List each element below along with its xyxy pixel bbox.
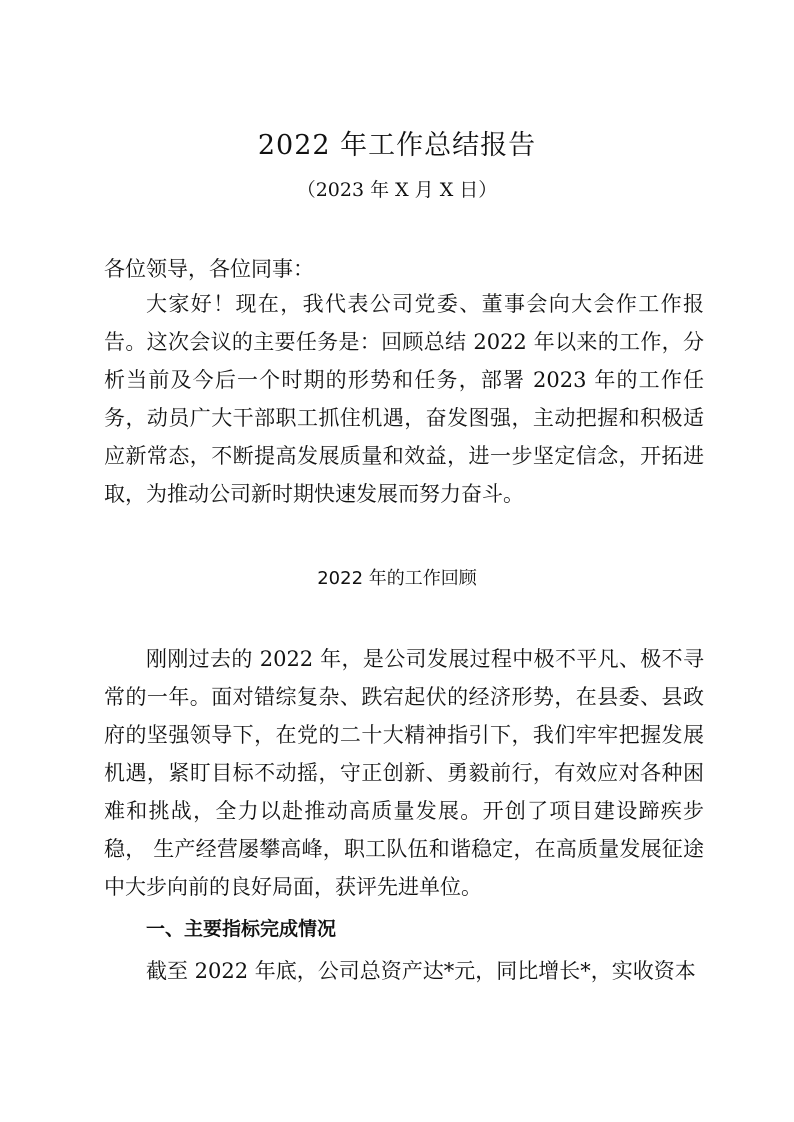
indicators-paragraph: 截至 2022 年底，公司总资产达*元，同比增长*，实收资本 [146, 959, 696, 983]
subheading-main-indicators: 一、主要指标完成情况 [146, 918, 337, 940]
document-title: 2022 年工作总结报告 [257, 130, 537, 161]
review-paragraph: 刚刚过去的 2022 年，是公司发展过程中极不平凡、极不寻常的一年。面对错综复杂、跌宕起伏的经济形势，在县委、县政府的坚强领导下，在党的二十大精神指引下，我们牢牢把握发展机遇，紧盯目标不动摇，守正创新、勇毅前行，有效应对各种困难和挑战，全力以赴推动高质量发展。开创了项目建设蹄疾步稳， 生产经营屡攀高峰，职工队伍和谐稳定，在高质量发展征途中大步向前的良好局面，获评先进单位。 [104, 647, 704, 899]
document-date: （2023 年 X 月 X 日） [296, 179, 498, 201]
section-heading: 2022 年的工作回顾 [317, 568, 477, 589]
greeting-line: 各位领导，各位同事： [104, 257, 314, 281]
intro-paragraph: 大家好！现在，我代表公司党委、董事会向大会作工作报告。这次会议的主要任务是：回顾总结 2022 年以来的工作，分析当前及今后一个时期的形势和任务，部署 2023 年的工作任务，动员广大干部职工抓住机遇，奋发图强，主动把握和积极适应新常态，不断提高发展质量和效益，进一步坚定信念，开拓进取，为推动公司新时期快速发展而努力奋斗。 [104, 292, 704, 506]
